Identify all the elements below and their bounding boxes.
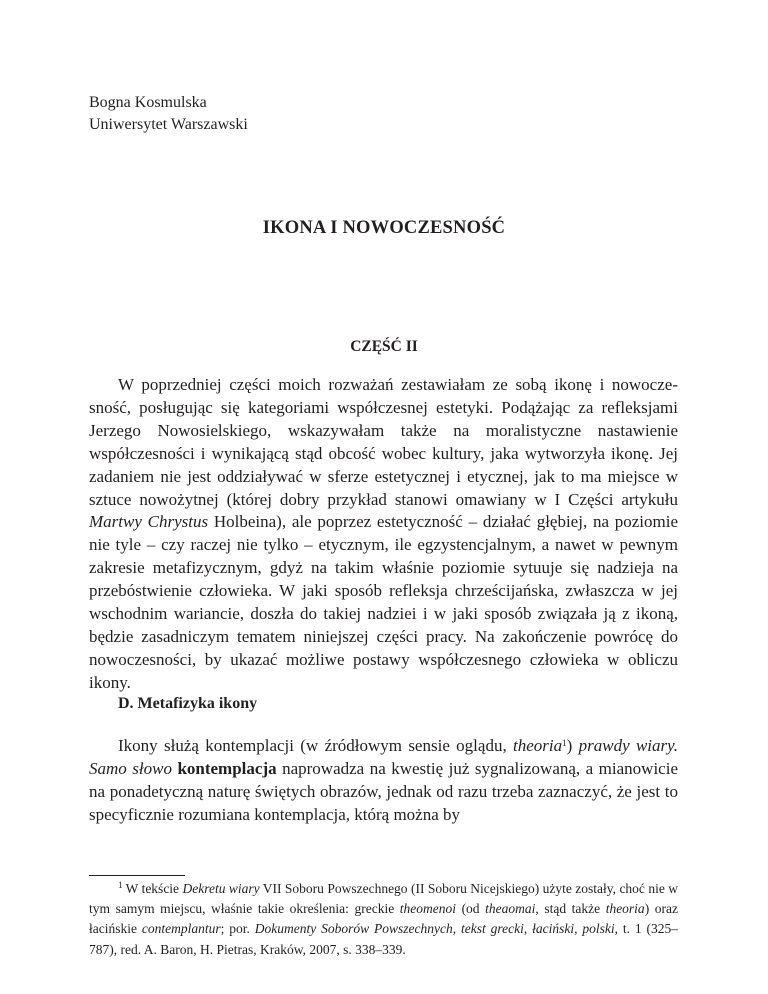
footnote-text: ; por. — [220, 921, 255, 937]
paragraph-metafizyka — [89, 735, 678, 827]
footnote-text: W tekście — [122, 881, 183, 896]
italic-term: theoria — [513, 736, 563, 755]
footnote-text: , t. 1 (325–787), red. A. Baron, H. Pietras, Kraków, 2007, s. 338–339. — [89, 921, 678, 957]
footnote-separator — [89, 875, 185, 876]
footnote-text: ) oraz łacińskie — [89, 901, 678, 937]
footnote-italic: contemplantur — [141, 921, 221, 937]
footnote-text: (od — [456, 901, 486, 917]
footnote-italic: Dokumenty Soborów Powszechnych, tekst grecki, łaciński, polski — [254, 921, 615, 937]
footnote — [89, 879, 678, 960]
footnote-number: 1 — [118, 880, 123, 890]
author-affiliation: Uniwersytet Warszawski — [89, 116, 248, 133]
paragraph-text: Ikony służą kontemplacji (w źródłowym sensie oglądu, — [118, 736, 514, 755]
paragraph-text: naprowadza na kwestię już sygnalizowaną, a mianowicie na ponadetyczną naturę świętych obrazów, jednak od razu trzeba zaznaczyć, że jest to specyficznie rozumiana kontemplacja, którą można by — [89, 758, 678, 824]
bold-term: kontemplacja — [177, 758, 277, 778]
footnote-italic: theoria — [605, 901, 645, 917]
footnote-text: VII Soboru Powszechnego (II Soboru Nicejskiego) użyte zostały, choć nie w tym samym miejscu, właśnie takie określenia: greckie — [89, 881, 678, 917]
section-heading: D. Metafizyka ikony — [118, 695, 258, 712]
italic-title: Martwy Chrystus — [89, 512, 209, 532]
footnote-italic: theaomai — [485, 901, 536, 917]
author-block — [89, 92, 248, 136]
italic-phrase: prawdy wiary. Samo słowo — [89, 736, 678, 778]
part-heading: CZĘŚĆ II — [350, 338, 418, 355]
footnote-italic: theomenoi — [399, 901, 456, 917]
paragraph-text: Holbeina), ale poprzez estetyczność – działać głębiej, na poziomie nie tyle – czy raczej nie tylko – etycznym, ile egzystencjalnym, a nawet w pewnym zakresie metafizycznym, gdyż na takim właśnie poziomie sytuuje się nadzieja na przebóstwienie człowieka. W jaki sposób refleksja chrześcijańska, zwłaszcza w jej wschodnim wariancie, doszła do takiej nadziei i w jaki sposób związała ją z ikoną, będzie zasadniczym tematem niniejszej części pracy. Na zakończenie powrócę do nowoczesności, by ukazać możliwe postawy współczesnego człowieka w obliczu ikony. — [89, 512, 679, 692]
paragraph-intro — [89, 374, 678, 695]
paragraph-text: ) — [566, 736, 579, 755]
footnote-text: , stąd także — [535, 901, 606, 917]
footnote-reference: 1 — [562, 738, 567, 748]
footnote-italic: Dekretu wiary — [182, 881, 260, 896]
article-title: IKONA I NOWOCZESNOŚĆ — [262, 218, 506, 238]
paragraph-text: W poprzedniej części moich rozważań zestawiałam ze sobą ikonę i nowoczesność, posługując się kategoriami współczesnej estetyki. Podążając za refleksjami Jerzego Nowosielskiego, wskazywałam także na moralistyczne nastawienie współczesności i wynikającą stąd obcość wobec kultury, jaka wytworzyła ikonę. Jej zadaniem nie jest oddziaływać w sferze estetycznej i etycznej, jak to ma miejsce w sztuce nowożytnej (której dobry przykład stanowi omawiany w I Części artykułu — [89, 375, 678, 509]
author-name: Bogna Kosmulska — [89, 94, 207, 111]
